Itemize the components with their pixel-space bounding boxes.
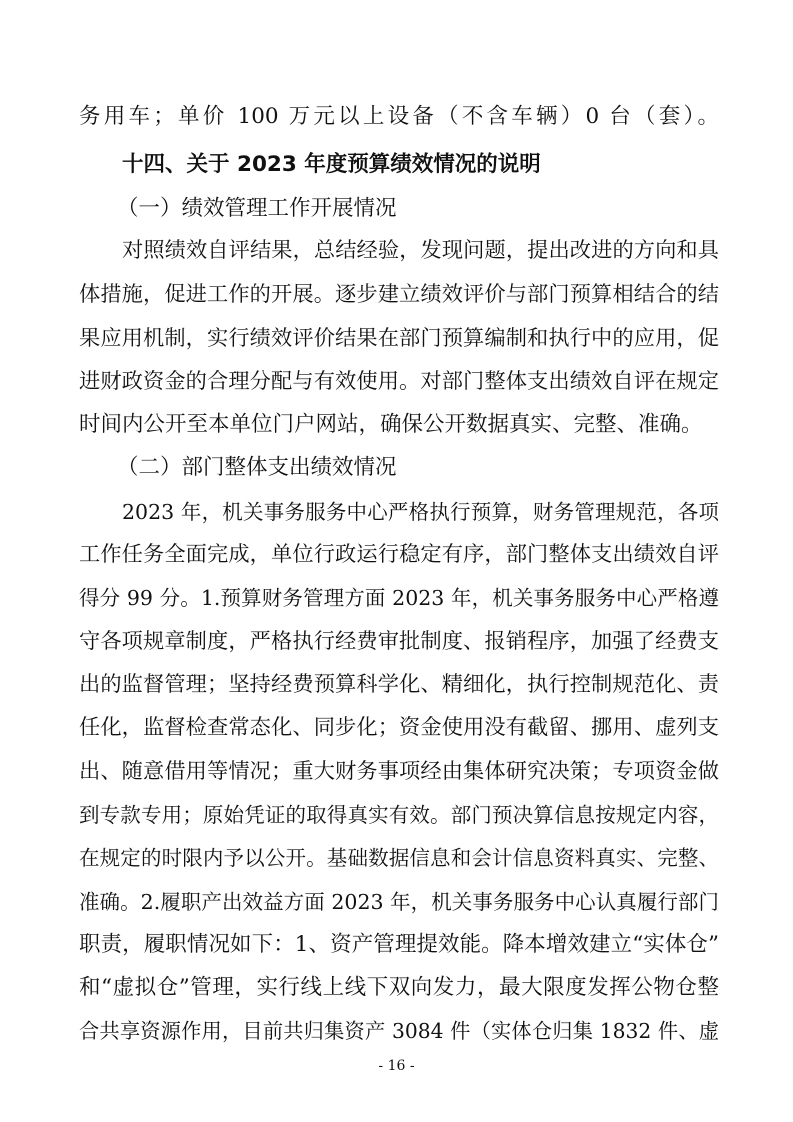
paragraph-line: 对照绩效自评结果，总结经验，发现问题，提出改进的方向和具 xyxy=(122,238,719,263)
paragraph-line: 2023 年，机关事务服务中心严格执行预算，财务管理规范，各项 xyxy=(122,500,719,524)
page-number: - 16 - xyxy=(378,1058,415,1074)
paragraph-line: 时间内公开至本单位门户网站，确保公开数据真实、完整、准确。 xyxy=(79,412,703,437)
paragraph-line: 任化，监督检查常态化、同步化；资金使用没有截留、挪用、虚列支 xyxy=(79,715,719,740)
paragraph-line: 进财政资金的合理分配与有效使用。对部门整体支出绩效自评在规定 xyxy=(79,369,719,394)
paragraph-line: 到专款专用；原始凭证的取得真实有效。部门预决算信息按规定内容， xyxy=(79,803,719,827)
paragraph-line: 在规定的时限内予以公开。基础数据信息和会计信息资料真实、完整、 xyxy=(79,846,719,870)
paragraph-line: 职责，履职情况如下：1、资产管理提效能。降本增效建立“实体仓” xyxy=(79,932,719,957)
paragraph-line: 得分 99 分。1.预算财务管理方面 2023 年，机关事务服务中心严格遵 xyxy=(79,586,719,610)
paragraph-line: 守各项规章制度，严格执行经费审批制度、报销程序，加强了经费支 xyxy=(79,629,719,654)
section-heading: 十四、关于 2023 年度预算绩效情况的说明 xyxy=(122,152,541,177)
subsection-heading: （一）绩效管理工作开展情况 xyxy=(117,196,397,221)
paragraph-line: 准确。2.履职产出效益方面 2023 年，机关事务服务中心认真履行部门 xyxy=(79,890,719,914)
paragraph-line: 出、随意借用等情况；重大财务事项经由集体研究决策；专项资金做 xyxy=(79,759,719,784)
paragraph-line: 合共享资源作用，目前共归集资产 3084 件（实体仓归集 1832 件、虚 xyxy=(79,1019,719,1043)
paragraph-line: 果应用机制，实行绩效评价结果在部门预算编制和执行中的应用，促 xyxy=(79,326,719,351)
paragraph-line: 务用车；单价 100 万元以上设备（不含车辆）0 台（套）。 xyxy=(79,104,719,129)
paragraph-line: 体措施，促进工作的开展。逐步建立绩效评价与部门预算相结合的结 xyxy=(79,282,719,307)
paragraph-line: 出的监督管理；坚持经费预算科学化、精细化，执行控制规范化、责 xyxy=(79,672,719,697)
paragraph-line: 工作任务全面完成，单位行政运行稳定有序，部门整体支出绩效自评 xyxy=(79,542,719,567)
paragraph-line: 和“虚拟仓”管理，实行线上线下双向发力，最大限度发挥公物仓整 xyxy=(79,975,719,1000)
subsection-heading: （二）部门整体支出绩效情况 xyxy=(117,455,397,480)
